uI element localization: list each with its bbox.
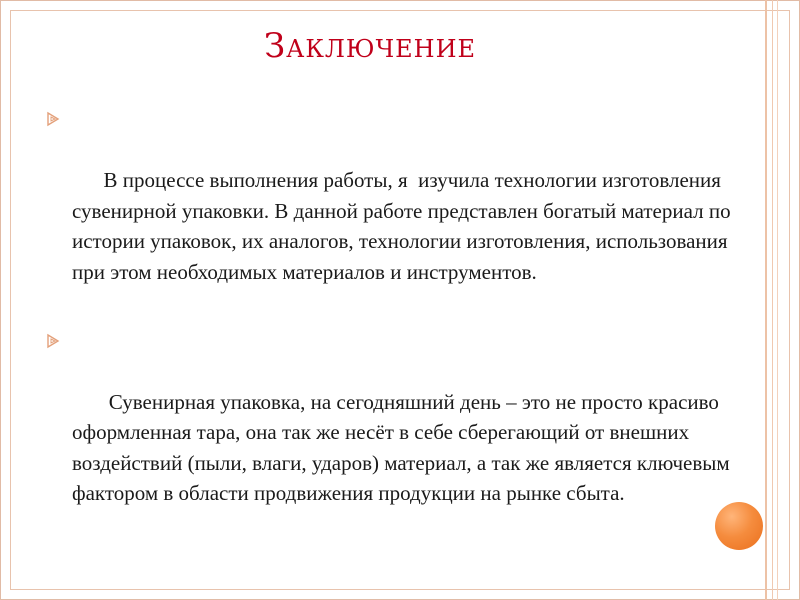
decorative-vertical-line [777,0,778,600]
hollow-diamond-bullet-icon [46,111,60,127]
bullet-list [44,104,744,547]
orange-circle-icon [715,502,763,550]
bullet-text: Сувенирная упаковка, на сегодняшний день – это не просто красиво оформленная тара, она так же несёт в себе сберегающий от внешних воздействий (пыли, влаги, ударов) материал, а так же является ключевым фактором в области продвижения продукции на рынке сбыта. [72,389,735,505]
slide-title: Заключение [263,26,477,66]
bullet-item [44,326,744,540]
decorative-vertical-line [765,0,767,600]
hollow-diamond-bullet-icon [46,333,60,349]
bullet-text: В процессе выполнения работы, я изучила технологии изготовления сувенирной упаковки. В данной работе представлен богатый материал по истории упаковок, их аналогов, технологии изготовления, использования при этом необходимых материалов и инструментов. [72,168,736,284]
bullet-item [44,104,744,318]
decorative-vertical-line [772,0,773,600]
